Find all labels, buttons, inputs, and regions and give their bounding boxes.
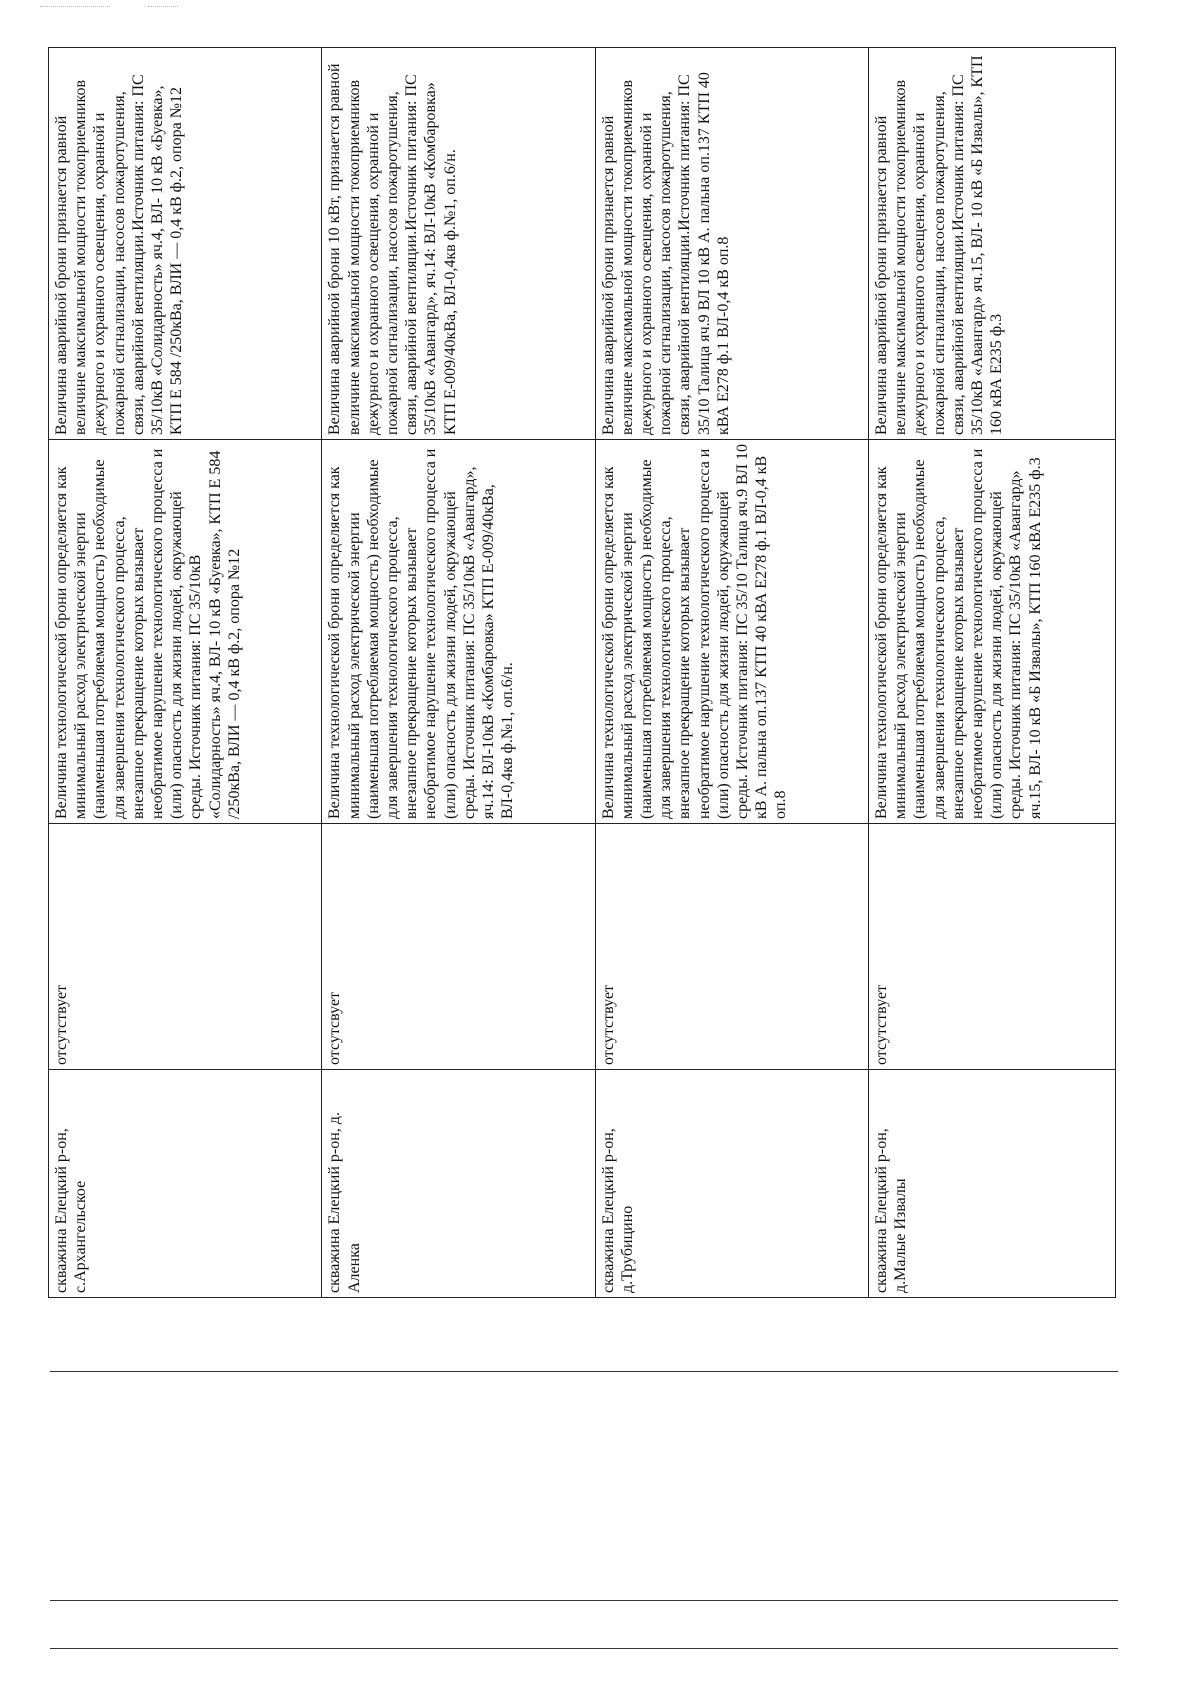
table-row <box>322 48 595 1298</box>
technological-reserve-cell: Величина технологической брони определяется как минимальный расход электрической энергии (наименьшая потребляемая мощность) необходимые для завершения технологического процесса, внезапное прекращение которых вызывает необратимое нарушение технологического процесса и (или) опасность для жизни людей, окружающей среды. Источник питания: ПС 35/10кВ «Авангард» яч.15, ВЛ- 10 кВ «Б Извалы», КТП 160 кВА Е235 ф.3 <box>868 440 1115 824</box>
table-row <box>595 48 868 1298</box>
object-cell: скважина Елецкий р-он, д. Аленка <box>322 1070 595 1298</box>
object-cell: скважина Елецкий р-он, д.Трубицино <box>595 1070 868 1298</box>
table-row <box>49 48 322 1298</box>
emergency-status-cell: отсутсвует <box>322 824 595 1070</box>
emergency-status-cell: отсутствует <box>868 824 1115 1070</box>
rotated-table-container <box>48 48 1116 1298</box>
technological-reserve-cell: Величина технологической брони определяется как минимальный расход электрической энергии (наименьшая потребляемая мощность) необходимые для завершения технологического процесса, внезапное прекращение которых вызывает необратимое нарушение технологического процесса и (или) опасность для жизни людей, окружающей среды. Источник питания: ПС 35/10кВ «Авангард», яч.14: ВЛ-10кВ «Комбаровка» КТП Е-009/40кВа, ВЛ-0,4кв ф.№1, оп.6/н. <box>322 440 595 824</box>
power-reserve-table <box>48 47 1116 1298</box>
scan-artifact <box>148 6 178 7</box>
technological-reserve-cell: Величина технологической брони определяется как минимальный расход электрической энергии (наименьшая потребляемая мощность) необходимые для завершения технологического процесса, внезапное прекращение которых вызывает необратимое нарушение технологического процесса и (или) опасность для жизни людей, окружающей среды. Источник питания: ПС 35/10 Талица яч.9 ВЛ 10 кВ А. пальна оп.137 КТП 40 кВА Е278 ф.1 ВЛ-0,4 кВ оп.8 <box>595 440 868 824</box>
emergency-reserve-cell: Величина аварийной брони признается равной величине максимальной мощности токоприемников дежурного и охранного освещения, охранной и пожарной сигнализации, насосов пожаротушения, связи, аварийной вентиляции.Источник питания: ПС 35/10 Талица яч.9 ВЛ 10 кВ А. пальна оп.137 КТП 40 кВА Е278 ф.1 ВЛ-0,4 кВ оп.8 <box>595 48 868 440</box>
scan-artifact <box>40 6 110 7</box>
separator-line <box>50 1371 1118 1372</box>
separator-line <box>50 1600 1118 1601</box>
emergency-reserve-cell: Величина аварийной брони признается равной величине максимальной мощности токоприемников дежурного и охранного освещения, охранной и пожарной сигнализации, насосов пожаротушения, связи, аварийной вентиляции.Источник питания: ПС 35/10кВ «Солидарность» яч.4, ВЛ- 10 кВ «Буевка», КТП Е 584 /250кВа, ВЛИ — 0,4 кВ ф.2, опора №12 <box>49 48 322 440</box>
emergency-reserve-cell: Величина аварийной брони 10 кВт, признается равной величине максимальной мощности токоприемников дежурного и охранного освещения, охранной и пожарной сигнализации, насосов пожаротушения, связи, аварийной вентиляции.Источник питания: ПС 35/10кВ «Авангард», яч.14: ВЛ-10кВ «Комбаровка» КТП Е-009/40кВа, ВЛ-0,4кв ф.№1, оп.6/н. <box>322 48 595 440</box>
emergency-status-cell: отсутствует <box>595 824 868 1070</box>
emergency-reserve-cell: Величина аварийной брони признается равной величине максимальной мощности токоприемников дежурного и охранного освещения, охранной и пожарной сигнализации, насосов пожаротушения, связи, аварийной вентиляции.Источник питания: ПС 35/10кВ «Авангард» яч.15, ВЛ- 10 кВ «Б Извалы», КТП 160 кВА Е235 ф.3 <box>868 48 1115 440</box>
table-row <box>868 48 1115 1298</box>
technological-reserve-cell: Величина технологической брони определяется как минимальный расход электрической энергии (наименьшая потребляемая мощность) необходимые для завершения технологического процесса, внезапное прекращение которых вызывает необратимое нарушение технологического процесса и (или) опасность для жизни людей, окружающей среды. Источник питания: ПС 35/10кВ «Солидарность» яч.4, ВЛ- 10 кВ «Буевка», КТП Е 584 /250кВа, ВЛИ — 0,4 кВ ф.2, опора №12 <box>49 440 322 824</box>
object-cell: скважина Елецкий р-он, д.Малые Извалы <box>868 1070 1115 1298</box>
object-cell: скважина Елецкий р-он, с.Архангельское <box>49 1070 322 1298</box>
emergency-status-cell: отсутствует <box>49 824 322 1070</box>
separator-line <box>50 1648 1118 1649</box>
